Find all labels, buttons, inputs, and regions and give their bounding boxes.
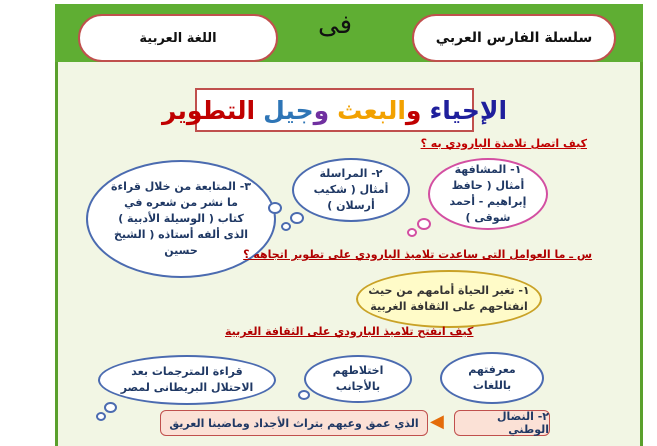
cloud-bubble — [290, 212, 304, 224]
title-word-ihyaa: الإحياء — [429, 95, 508, 125]
cloud-languages: معرفتهم باللغات — [440, 352, 544, 404]
cloud-bubble — [281, 222, 291, 231]
cloud-item-1: ١- المشافهة أمثال ( حافظ إبراهيم - أحمد شوقى ) — [428, 158, 548, 230]
question-1: كيف اتصل تلامذة البارودي به ؟ — [420, 137, 587, 150]
cloud-item-3: ٣- المتابعة من خلال قراءة ما نشر من شعره في كتاب ( الوسيلة الأدبية ) الذى ألفه أستاذه ( الشيخ حسين — [86, 160, 276, 278]
cloud-bubble — [417, 218, 431, 230]
cloud-bubble — [96, 412, 106, 421]
factor-1: ١- تغير الحياة أمامهم من حيث انفتاحهم على الثقافة الغربية — [356, 270, 542, 328]
series-title-pill — [412, 14, 616, 62]
title-word-and2: و — [313, 95, 330, 125]
cloud-bubble — [268, 202, 282, 214]
cloud-translations: قراءة المترجمات بعد الاحتلال البريطانى لمصر — [98, 355, 276, 405]
cloud-bubble — [104, 402, 117, 413]
arrow-left-icon: ◀ — [430, 411, 444, 432]
subject-title: اللغة العربية — [139, 30, 217, 46]
cloud-mixing: اختلاطهم بالأجانب — [304, 355, 412, 403]
cloud-bubble — [298, 390, 310, 400]
question-3: كيف انفتح تلاميذ البارودي على الثقافة الغربية — [225, 325, 474, 338]
title-word-tatweer: التطوير — [161, 95, 256, 125]
question-2: س ـ ما العوامل التى ساعدت تلاميذ البارودي على تطوير اتجاهه ؟ — [243, 248, 592, 261]
cloud-item-2: ٢- المراسلة أمثال ( شكيب أرسلان ) — [292, 158, 410, 222]
title-word-and1: و — [405, 95, 422, 125]
header-fi: فى — [318, 10, 353, 40]
cloud-bubble — [407, 228, 417, 237]
subject-pill — [78, 14, 278, 62]
lesson-title — [161, 88, 508, 132]
struggle-text: الذي عمق وعيهم بتراث الأجداد وماضينا العريق — [160, 410, 428, 436]
title-word-baath: البعث — [337, 95, 406, 125]
title-word-jeel: جيل — [263, 95, 314, 125]
struggle-label: ٢- النضال الوطني — [454, 410, 550, 436]
series-title: سلسلة الفارس العربي — [435, 30, 593, 46]
